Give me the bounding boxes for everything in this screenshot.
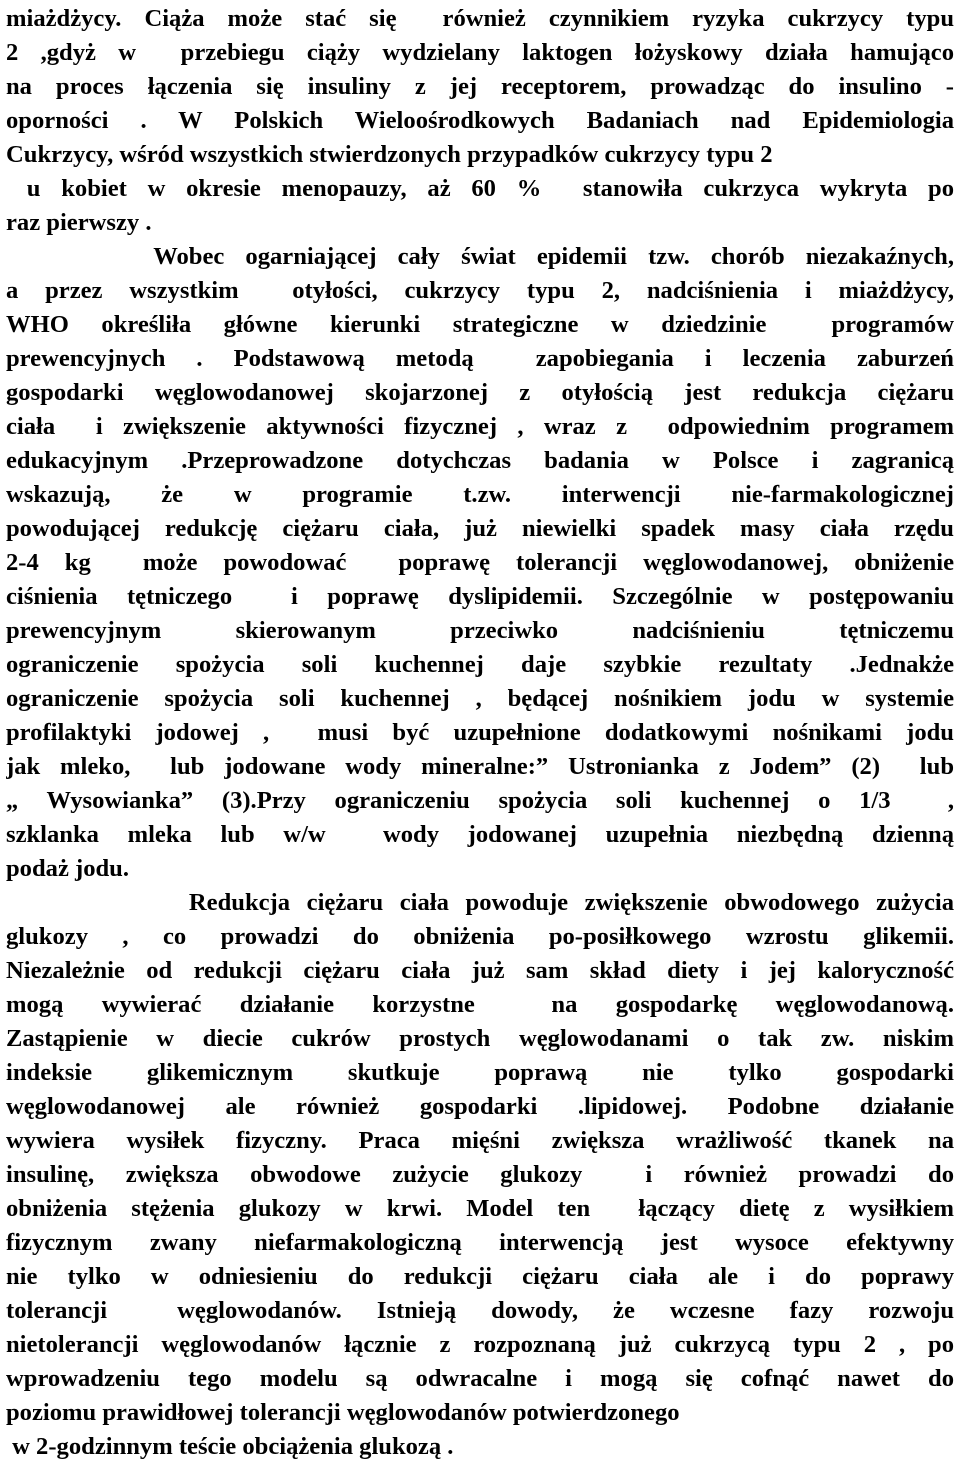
text-line: mogą wywierać działanie korzystne na gospodarkę węglowodanową.	[6, 991, 954, 1018]
text-line: tolerancji węglowodanów. Istnieją dowody, że wczesne fazy rozwoju	[6, 1297, 954, 1324]
text-line: WHO określiła główne kierunki strategiczne w dziedzinie programów	[6, 311, 954, 338]
text-line: Niezależnie od redukcji ciężaru ciała już sam skład diety i jej kaloryczność	[6, 957, 954, 984]
text-line: nietolerancji węglowodanów łącznie z rozpoznaną już cukrzycą typu 2 , po	[6, 1331, 954, 1358]
text-line: 2 ,gdyż w przebiegu ciąży wydzielany laktogen łożyskowy działa hamująco	[6, 39, 954, 66]
text-line: prewencyjnym skierowanym przeciwko nadciśnieniu tętniczemu	[6, 617, 954, 644]
text-line: fizycznym zwany niefarmakologiczną interwencją jest wysoce efektywny	[6, 1229, 954, 1256]
text-line: ograniczenie spożycia soli kuchennej , będącej nośnikiem jodu w systemie	[6, 685, 954, 712]
text-line: jak mleko, lub jodowane wody mineralne:” Ustronianka z Jodem” (2) lub	[6, 753, 954, 780]
text-line: ograniczenie spożycia soli kuchennej daje szybkie rezultaty .Jednakże	[6, 651, 954, 678]
text-line: Zastąpienie w diecie cukrów prostych węglowodanami o tak zw. niskim	[6, 1025, 954, 1052]
text-line: Cukrzycy, wśród wszystkich stwierdzonych przypadków cukrzycy typu 2	[6, 141, 773, 168]
text-line: szklanka mleka lub w/w wody jodowanej uzupełnia niezbędną dzienną	[6, 821, 954, 848]
text-line: poziomu prawidłowej tolerancji węglowodanów potwierdzonego	[6, 1399, 680, 1426]
text-line: raz pierwszy .	[6, 209, 152, 236]
text-line: powodującej redukcję ciężaru ciała, już niewielki spadek masy ciała rzędu	[6, 515, 954, 542]
text-line: 2-4 kg może powodować poprawę tolerancji węglowodanowej, obniżenie	[6, 549, 954, 576]
text-line: u kobiet w okresie menopauzy, aż 60 % stanowiła cukrzyca wykryta po	[6, 175, 954, 202]
text-line: wywiera wysiłek fizyczny. Praca mięśni zwiększa wrażliwość tkanek na	[6, 1127, 954, 1154]
text-line: ciśnienia tętniczego i poprawę dyslipidemii. Szczególnie w postępowaniu	[6, 583, 954, 610]
text-line: a przez wszystkim otyłości, cukrzycy typu 2, nadciśnienia i miażdżycy,	[6, 277, 954, 304]
text-line: obniżenia stężenia glukozy w krwi. Model ten łączący dietę z wysiłkiem	[6, 1195, 954, 1222]
text-line: profilaktyki jodowej , musi być uzupełnione dodatkowymi nośnikami jodu	[6, 719, 954, 746]
text-line: miażdżycy. Ciąża może stać się również czynnikiem ryzyka cukrzycy typu	[6, 5, 954, 32]
text-line: edukacyjnym .Przeprowadzone dotychczas badania w Polsce i zagranicą	[6, 447, 954, 474]
text-line: insulinę, zwiększa obwodowe zużycie glukozy i również prowadzi do	[6, 1161, 954, 1188]
text-line: ciała i zwiększenie aktywności fizycznej , wraz z odpowiednim programem	[6, 413, 954, 440]
document-body-text	[6, 2, 954, 1464]
text-line: glukozy , co prowadzi do obniżenia po-posiłkowego wzrostu glikemii.	[6, 923, 954, 950]
text-line: nie tylko w odniesieniu do redukcji ciężaru ciała ale i do poprawy	[6, 1263, 954, 1290]
text-line: oporności . W Polskich Wieloośrodkowych Badaniach nad Epidemiologia	[6, 107, 954, 134]
text-line: „ Wysowianka” (3).Przy ograniczeniu spożycia soli kuchennej o 1/3 ,	[6, 787, 954, 814]
text-line: indeksie glikemicznym skutkuje poprawą nie tylko gospodarki	[6, 1059, 954, 1086]
text-line: wskazują, że w programie t.zw. interwencji nie-farmakologicznej	[6, 481, 954, 508]
text-line: węglowodanowej ale również gospodarki .lipidowej. Podobne działanie	[6, 1093, 954, 1120]
text-line: Redukcja ciężaru ciała powoduje zwiększenie obwodowego zużycia	[6, 889, 954, 916]
text-line: Wobec ogarniającej cały świat epidemii tzw. chorób niezakaźnych,	[6, 243, 954, 270]
text-line: na proces łączenia się insuliny z jej receptorem, prowadząc do insulino -	[6, 73, 954, 100]
text-line: prewencyjnych . Podstawową metodą zapobiegania i leczenia zaburzeń	[6, 345, 954, 372]
text-line: gospodarki węglowodanowej skojarzonej z otyłością jest redukcja ciężaru	[6, 379, 954, 406]
text-line: wprowadzeniu tego modelu są odwracalne i mogą się cofnąć nawet do	[6, 1365, 954, 1392]
text-line: podaż jodu.	[6, 855, 130, 882]
text-line: w 2-godzinnym teście obciążenia glukozą .	[6, 1433, 454, 1460]
